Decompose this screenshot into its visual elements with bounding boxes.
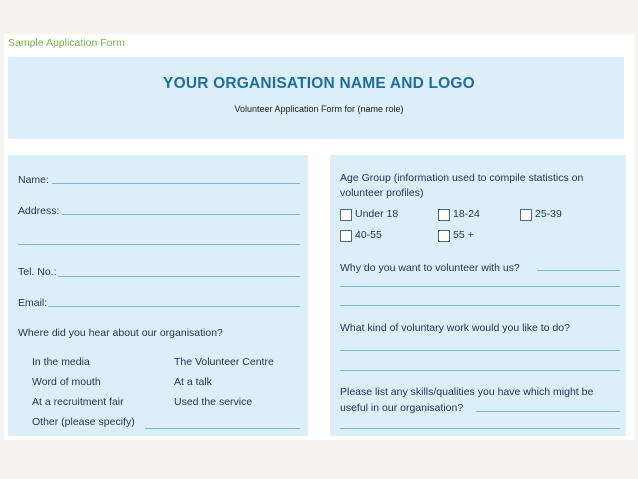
- source-option[interactable]: At a talk: [174, 376, 212, 388]
- age-option-label: 40-55: [355, 229, 382, 241]
- age-checkbox-18-24[interactable]: [438, 209, 450, 221]
- age-option-label: 55 +: [453, 229, 474, 241]
- work-field-line-1[interactable]: [340, 350, 620, 351]
- skills-question-line-2: useful in our organisation?: [340, 402, 464, 414]
- age-checkbox-under-18[interactable]: [340, 209, 352, 221]
- other-field[interactable]: [145, 428, 300, 429]
- other-label: Other (please specify): [32, 416, 135, 428]
- address-field-line-2[interactable]: [18, 244, 300, 245]
- age-question-line-2: volunteer profiles): [340, 187, 424, 199]
- why-question: Why do you want to volunteer with us?: [340, 262, 520, 274]
- why-field-line-1[interactable]: [537, 270, 620, 271]
- source-option[interactable]: At a recruitment fair: [32, 396, 124, 408]
- skills-field-line-2[interactable]: [340, 428, 620, 429]
- age-option-label: 18-24: [453, 208, 480, 220]
- organisation-title: YOUR ORGANISATION NAME AND LOGO: [163, 75, 475, 92]
- email-label: Email:: [18, 297, 48, 309]
- why-field-line-2[interactable]: [340, 286, 620, 287]
- sample-form-label: Sample Application Form: [8, 37, 125, 49]
- age-option-label: Under 18: [355, 208, 399, 220]
- tel-field[interactable]: [58, 276, 300, 277]
- tel-label: Tel. No.:: [18, 266, 57, 278]
- name-field[interactable]: [52, 183, 300, 184]
- skills-question-line-1: Please list any skills/qualities you have which might be: [340, 386, 594, 398]
- age-option-label: 25-39: [535, 208, 562, 220]
- address-field-line-1[interactable]: [62, 214, 300, 215]
- work-question: What kind of voluntary work would you like to do?: [340, 322, 570, 334]
- email-field[interactable]: [48, 306, 300, 307]
- personal-details-panel: [8, 155, 308, 436]
- age-checkbox-55-plus[interactable]: [438, 230, 450, 242]
- skills-field-line-1[interactable]: [476, 411, 620, 412]
- name-label: Name:: [18, 174, 49, 186]
- form-subtitle: Volunteer Application Form for (name role): [234, 104, 404, 114]
- source-option[interactable]: Word of mouth: [32, 376, 101, 388]
- why-field-line-3[interactable]: [340, 305, 620, 306]
- age-checkbox-25-39[interactable]: [520, 209, 532, 221]
- address-label: Address:: [18, 205, 60, 217]
- work-field-line-2[interactable]: [340, 370, 620, 371]
- header-panel: [8, 57, 624, 139]
- source-option[interactable]: Used the service: [174, 396, 253, 408]
- age-checkbox-40-55[interactable]: [340, 230, 352, 242]
- source-option[interactable]: In the media: [32, 356, 90, 368]
- heard-question: Where did you hear about our organisation?: [18, 327, 223, 339]
- age-question-line-1: Age Group (information used to compile statistics on: [340, 172, 584, 184]
- source-option[interactable]: The Volunteer Centre: [174, 356, 274, 368]
